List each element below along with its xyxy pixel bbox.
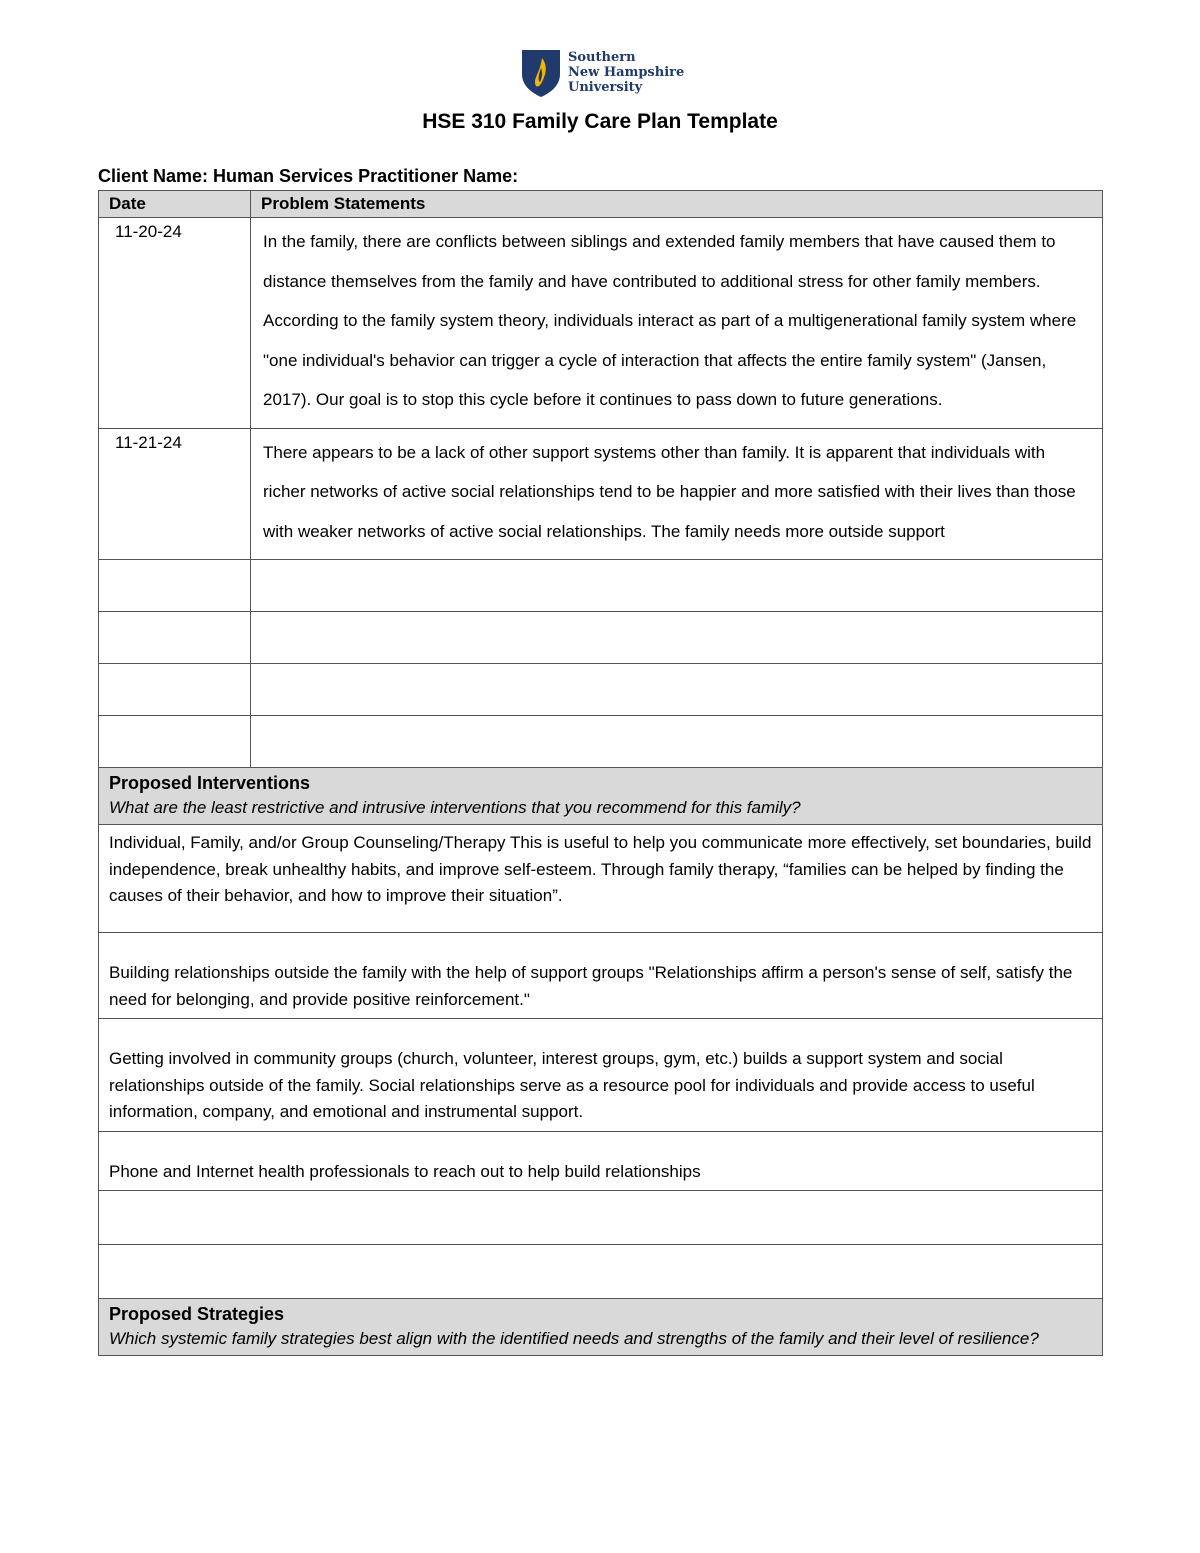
intervention-cell[interactable]: Getting involved in community groups (church, volunteer, interest groups, gym, etc.) builds a support system and social relationships outside of the family. Social relationships serve as a resource pool for individuals and provide access to useful information, company, and emotional and instrumental support. <box>99 1019 1103 1132</box>
intervention-cell[interactable]: Individual, Family, and/or Group Counseling/Therapy This is useful to help you communicate more effectively, set boundaries, build independence, break unhealthy habits, and improve self-esteem. Through family therapy, “families can be helped by finding the causes of their behavior, and how to improve their situation”. <box>99 825 1103 933</box>
empty-intervention-cell[interactable] <box>99 1245 1103 1299</box>
logo-line-1: Southern <box>568 50 636 65</box>
empty-statement-cell[interactable] <box>251 612 1103 664</box>
document-title: HSE 310 Family Care Plan Template <box>422 110 778 133</box>
interventions-section-header <box>99 768 1103 825</box>
interventions-question: What are the least restrictive and intrusive interventions that you recommend for this family? <box>109 798 801 817</box>
university-logo <box>520 48 690 98</box>
empty-intervention-row <box>99 1245 1103 1299</box>
problem-statement-cell[interactable]: There appears to be a lack of other support systems other than family. It is apparent that individuals with richer networks of active social relationships tend to be happier and more satisfied with their lives than those with weaker networks of active social relationships. The family needs more outside support <box>251 428 1103 560</box>
interventions-title: Proposed Interventions <box>109 773 311 793</box>
intervention-row <box>99 1019 1103 1132</box>
empty-intervention-cell[interactable] <box>99 1191 1103 1245</box>
empty-date-cell[interactable] <box>99 716 251 768</box>
empty-table-row <box>99 560 1103 612</box>
intervention-cell[interactable]: Building relationships outside the family with the help of support groups "Relationships affirm a person's sense of self, satisfy the need for belonging, and provide positive reinforcement." <box>99 933 1103 1019</box>
logo-line-2: New Hampshire <box>568 65 685 80</box>
date-cell[interactable]: 11-20-24 <box>99 218 251 429</box>
intervention-row <box>99 1131 1103 1191</box>
logo-line-3: University <box>568 80 643 95</box>
intervention-row <box>99 825 1103 933</box>
client-name-line: Client Name: Human Services Practitioner Name: <box>98 166 519 186</box>
interventions-header-cell <box>99 768 1103 825</box>
care-plan-table <box>98 190 1103 1356</box>
date-column-header: Date <box>99 191 251 218</box>
empty-table-row <box>99 664 1103 716</box>
intervention-row <box>99 933 1103 1019</box>
strategies-header-cell <box>99 1299 1103 1356</box>
empty-date-cell[interactable] <box>99 612 251 664</box>
intervention-cell[interactable]: Phone and Internet health professionals to reach out to help build relationships <box>99 1131 1103 1191</box>
empty-statement-cell[interactable] <box>251 664 1103 716</box>
empty-date-cell[interactable] <box>99 664 251 716</box>
table-header-row <box>99 191 1103 218</box>
empty-date-cell[interactable] <box>99 560 251 612</box>
problem-statement-cell[interactable]: In the family, there are conflicts between siblings and extended family members that have caused them to distance themselves from the family and have contributed to additional stress for other family members. According to the family system theory, individuals interact as part of a multigenerational family system where "one individual's behavior can trigger a cycle of interaction that affects the entire family system" (Jansen, 2017). Our goal is to stop this cycle before it continues to pass down to future generations. <box>251 218 1103 429</box>
table-row <box>99 428 1103 560</box>
empty-intervention-row <box>99 1191 1103 1245</box>
date-cell[interactable]: 11-21-24 <box>99 428 251 560</box>
strategies-section-header <box>99 1299 1103 1356</box>
empty-statement-cell[interactable] <box>251 716 1103 768</box>
strategies-title: Proposed Strategies <box>109 1304 285 1324</box>
problem-statements-header: Problem Statements <box>251 191 1103 218</box>
empty-statement-cell[interactable] <box>251 560 1103 612</box>
logo-wordmark <box>568 50 684 95</box>
shield-flame-icon <box>520 48 562 98</box>
empty-table-row <box>99 612 1103 664</box>
table-row <box>99 218 1103 429</box>
strategies-question: Which systemic family strategies best align with the identified needs and strengths of the family and their level of resilience? <box>109 1329 1039 1348</box>
empty-table-row <box>99 716 1103 768</box>
